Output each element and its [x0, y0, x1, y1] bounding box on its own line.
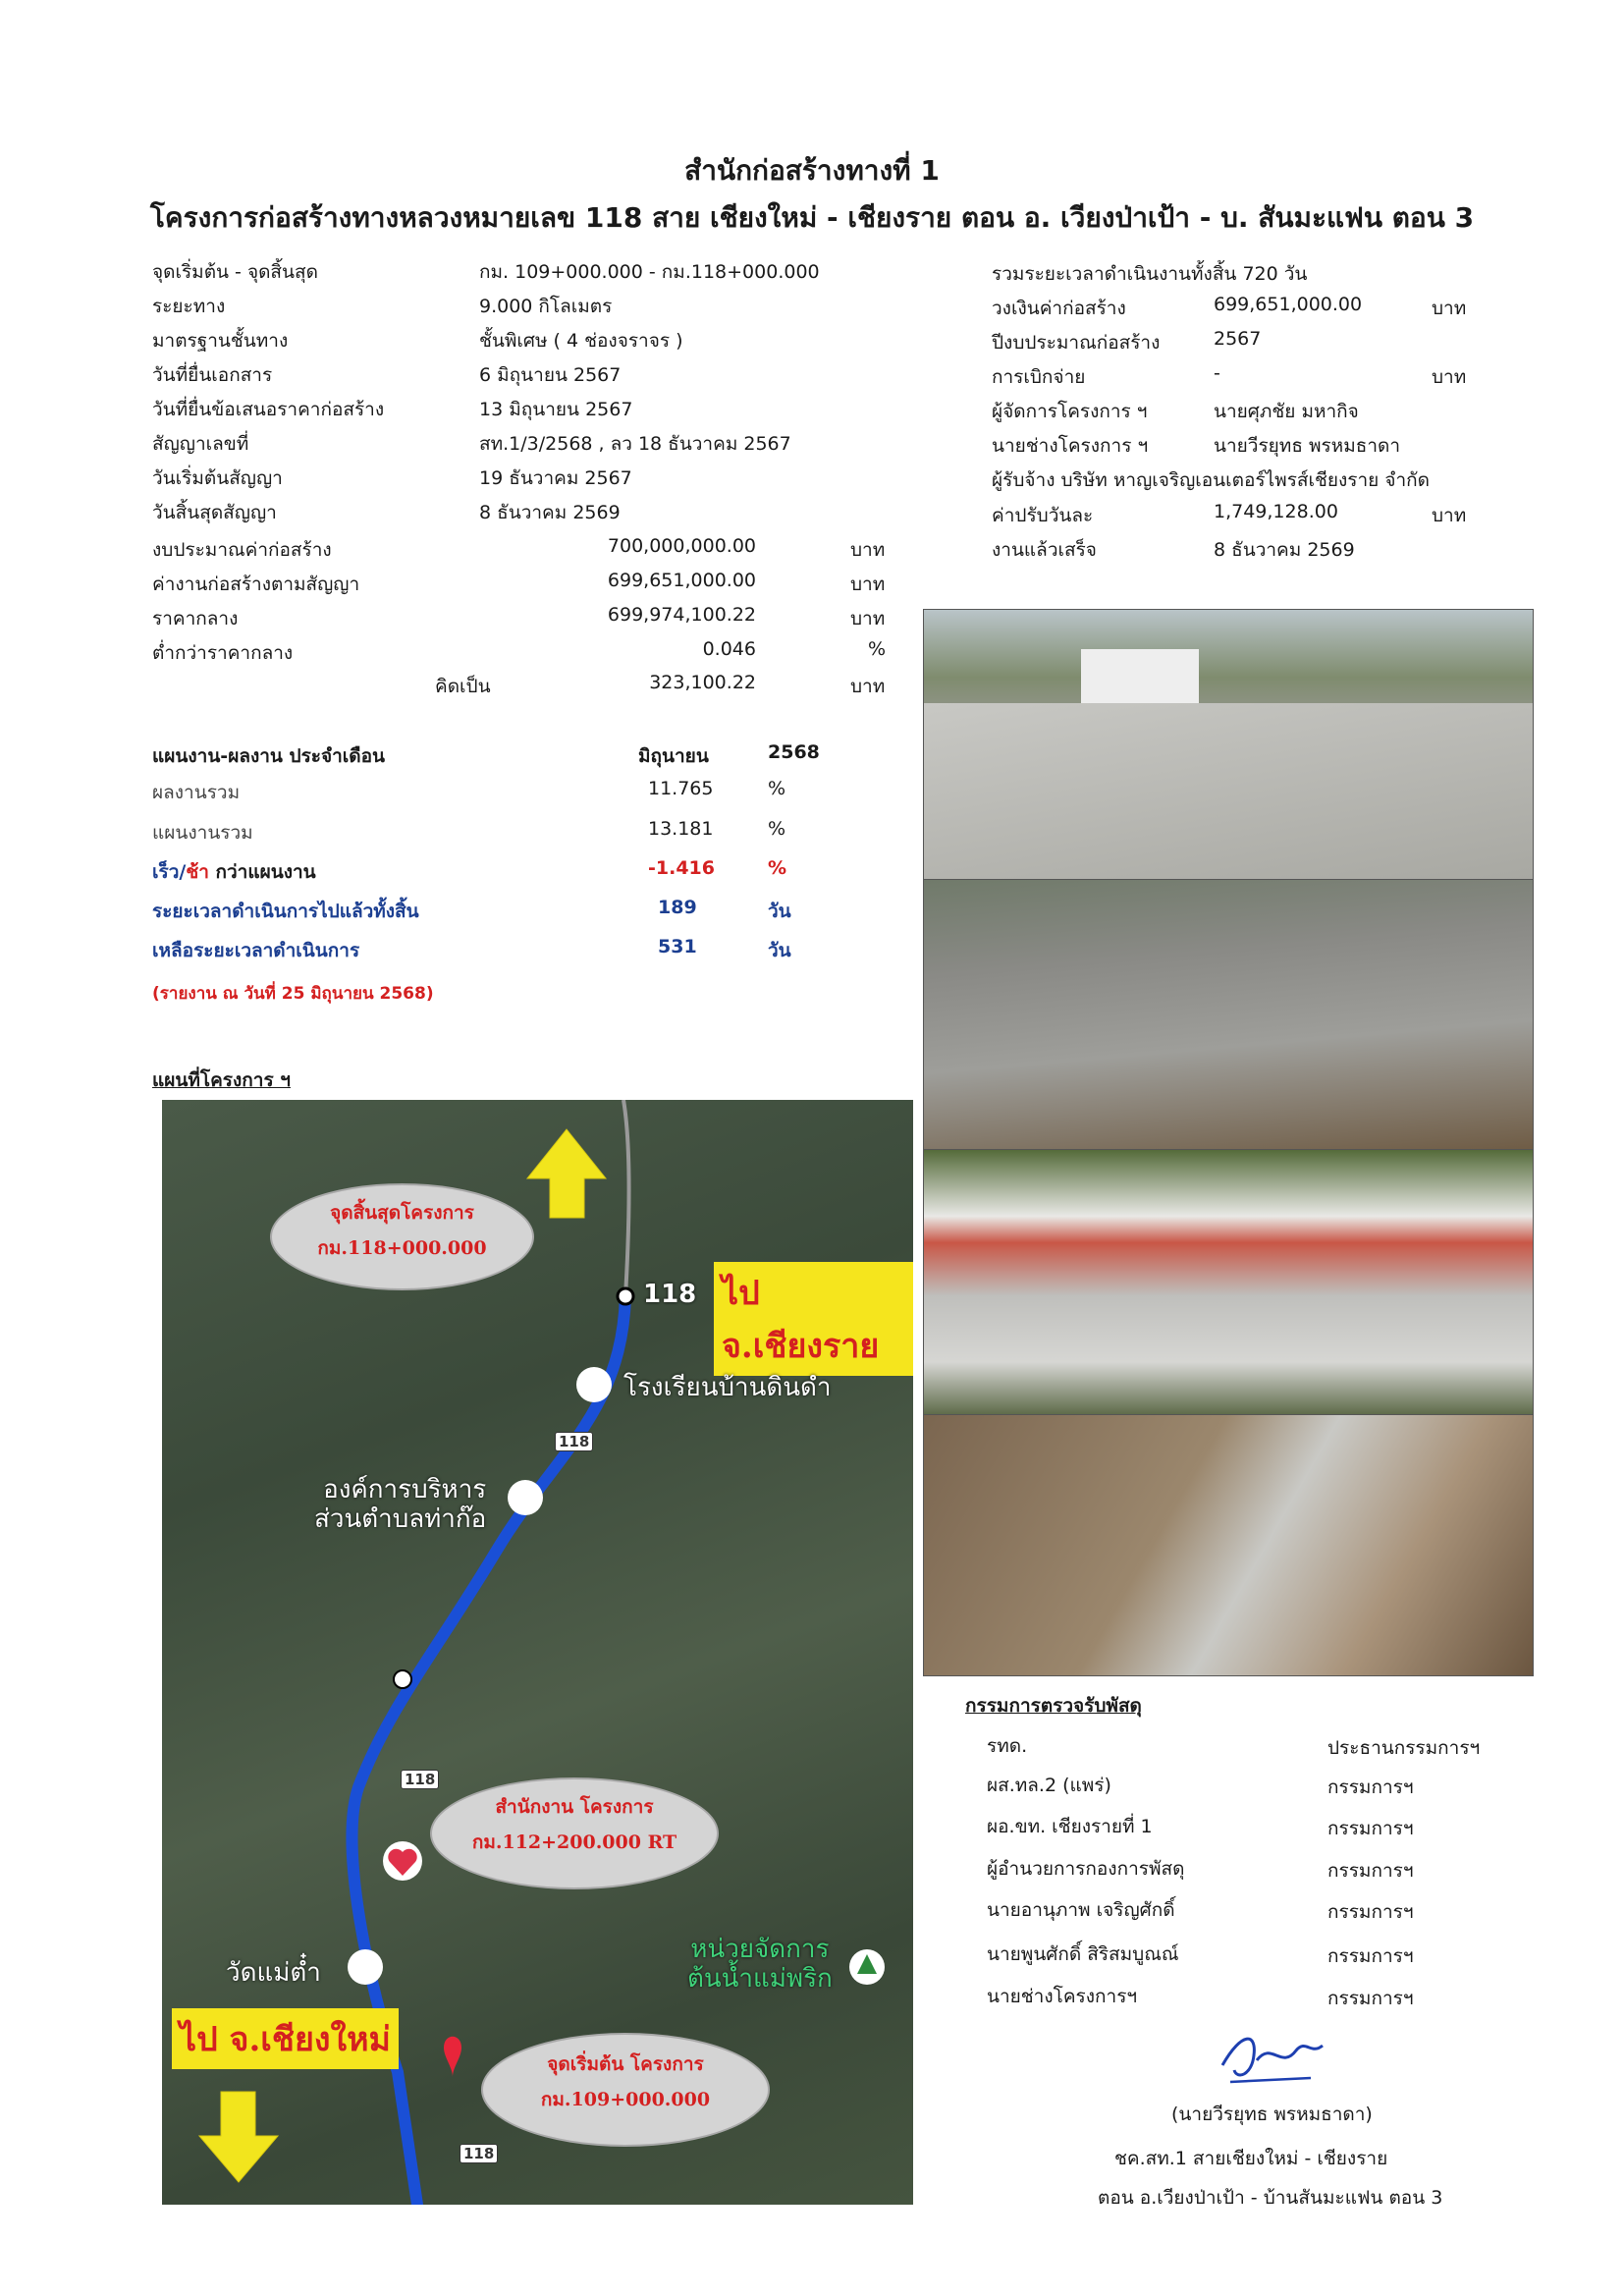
actual-unit: % — [768, 778, 786, 799]
remain-value: 531 — [658, 936, 697, 957]
start-point-bubble — [481, 2033, 770, 2147]
money-label: ราคากลาง — [152, 608, 239, 629]
right-label: การเบิกจ่าย — [992, 366, 1086, 388]
project-map — [162, 1100, 913, 2205]
right-value: 8 ธันวาคม 2569 — [1214, 539, 1355, 561]
office-km: กม.112+200.000 RT — [471, 1831, 677, 1853]
money-label: ต่ำกว่าราคากลาง — [152, 642, 294, 664]
to-chiangrai-label: ไป จ.เชียงราย — [714, 1262, 913, 1376]
photo-pipe-trench — [923, 1414, 1534, 1676]
forest-label-line1: หน่วยจัดการ — [690, 1935, 830, 1964]
right-label: ผู้จัดการโครงการ ฯ — [992, 401, 1148, 422]
start-point-km: กม.109+000.000 — [540, 2089, 711, 2110]
committee-name: ผู้อำนวยการกองการพัสดุ — [987, 1858, 1185, 1880]
money-label: คิดเป็น — [435, 676, 491, 697]
diff-unit: % — [768, 857, 787, 879]
committee-name: รทด. — [987, 1735, 1028, 1757]
plan-value: 13.181 — [648, 818, 714, 840]
right-label: ปีงบประมาณก่อสร้าง — [992, 332, 1161, 354]
right-value: นายศุภชัย มหากิจ — [1214, 401, 1359, 422]
info-value: 9.000 กิโลเมตร — [479, 296, 613, 317]
temple-label: วัดแม่ต๋ำ — [226, 1958, 321, 1988]
project-title: โครงการก่อสร้างทางหลวงหมายเลข 118 สาย เชียงใหม่ - เชียงราย ตอน อ. เวียงป่าเป้า - บ. สันมะแฟน ตอน 3 — [149, 201, 1475, 234]
info-value: กม. 109+000.000 - กม.118+000.000 — [479, 261, 820, 283]
right-label: นายช่างโครงการ ฯ — [992, 435, 1149, 457]
actual-value: 11.765 — [648, 778, 714, 799]
office-bubble — [430, 1777, 719, 1889]
plan-label: แผนงานรวม — [152, 822, 253, 844]
temple-icon — [348, 1949, 383, 1985]
money-label: ค่างานก่อสร้างตามสัญญา — [152, 574, 360, 595]
route-label-top: 118 — [643, 1280, 697, 1309]
info-label: มาตรฐานชั้นทาง — [152, 330, 289, 352]
money-unit: บาท — [850, 676, 886, 697]
committee-name: นายอานุภาพ เจริญศักดิ์ — [987, 1899, 1175, 1921]
duration-label: รวมระยะเวลาดำเนินงานทั้งสิ้น 720 วัน — [992, 263, 1308, 285]
right-value: 1,749,128.00 — [1214, 501, 1338, 522]
info-value: สท.1/3/2568 , ลว 18 ธันวาคม 2567 — [479, 433, 791, 455]
sao-label — [314, 1475, 486, 1534]
info-value: ชั้นพิเศษ ( 4 ช่องจราจร ) — [479, 330, 683, 352]
signature-icon — [1213, 2021, 1330, 2090]
info-label: วันที่ยื่นข้อเสนอราคาก่อสร้าง — [152, 399, 385, 420]
route-shield: 118 — [555, 1432, 593, 1451]
info-label: วันที่ยื่นเอกสาร — [152, 364, 273, 386]
committee-role: กรรมการฯ — [1327, 1860, 1414, 1882]
progress-month: มิถุนายน — [638, 745, 709, 767]
route-shield: 118 — [460, 2144, 498, 2163]
photo-concrete-pour — [923, 879, 1534, 1151]
end-marker-icon — [618, 1288, 633, 1304]
start-point-title: จุดเริ่มต้น โครงการ — [547, 2053, 704, 2075]
signer-name: (นายวีรยุทธ พรหมธาดา) — [1171, 2104, 1373, 2125]
end-point-km: กม.118+000.000 — [317, 1237, 487, 1259]
contractor-label: ผู้รับจ้าง บริษัท หาญเจริญเอนเตอร์ไพรส์เชียงราย จำกัด — [992, 469, 1430, 491]
elapsed-label: ระยะเวลาดำเนินการไปแล้วทั้งสิ้น — [152, 901, 419, 922]
committee-name: ผส.ทล.2 (แพร่) — [987, 1775, 1111, 1796]
right-value: 699,651,000.00 — [1214, 294, 1363, 315]
money-label: งบประมาณค่าก่อสร้าง — [152, 539, 332, 561]
committee-name: ผอ.ขท. เชียงรายที่ 1 — [987, 1816, 1153, 1837]
right-value: - — [1214, 362, 1220, 384]
end-point-title: จุดสิ้นสุดโครงการ — [330, 1202, 474, 1224]
route-shield: 118 — [401, 1770, 439, 1789]
map-heading: แผนที่โครงการ ฯ — [152, 1069, 291, 1091]
committee-role: กรรมการฯ — [1327, 1777, 1414, 1798]
right-label: งานแล้วเสร็จ — [992, 539, 1097, 561]
diff-value: -1.416 — [648, 857, 715, 879]
info-value: 19 ธันวาคม 2567 — [479, 467, 632, 489]
right-value: นายวีรยุทธ พรหมธาดา — [1214, 435, 1401, 457]
info-label: ระยะทาง — [152, 296, 226, 317]
committee-name: นายพูนศักดิ์ สิริสมบูณณ์ — [987, 1943, 1179, 1965]
elapsed-unit: วัน — [768, 901, 791, 922]
progress-year: 2568 — [768, 741, 820, 763]
sao-label-line1: องค์การบริหาร — [323, 1475, 487, 1504]
signer-line2: ตอน อ.เวียงป่าเป้า - บ้านสันมะแฟน ตอน 3 — [1098, 2187, 1443, 2209]
forest-label — [687, 1935, 833, 1994]
photo-building — [1081, 649, 1199, 708]
photo-slab-surface — [924, 703, 1533, 880]
right-unit: บาท — [1432, 366, 1467, 388]
plan-unit: % — [768, 818, 786, 840]
to-chiangmai-label: ไป จ.เชียงใหม่ — [172, 2008, 399, 2069]
committee-role: กรรมการฯ — [1327, 1901, 1414, 1923]
sao-label-line2: ส่วนตำบลท่าก๊อ — [314, 1504, 487, 1534]
report-note: (รายงาน ณ วันที่ 25 มิถุนายน 2568) — [152, 984, 434, 1004]
info-value: 6 มิถุนายน 2567 — [479, 364, 622, 386]
remain-unit: วัน — [768, 940, 791, 961]
money-unit: บาท — [850, 608, 886, 629]
info-value: 13 มิถุนายน 2567 — [479, 399, 633, 420]
committee-role: กรรมการฯ — [1327, 1818, 1414, 1839]
info-label: จุดเริ่มต้น - จุดสิ้นสุด — [152, 261, 318, 283]
right-unit: บาท — [1432, 505, 1467, 526]
office-title: สำนักก่อสร้างทางที่ 1 — [684, 154, 940, 187]
end-point-bubble — [270, 1183, 534, 1290]
remain-label: เหลือระยะเวลาดำเนินการ — [152, 940, 360, 961]
money-value: 323,100.22 — [649, 672, 756, 693]
progress-title: แผนงาน-ผลงาน ประจำเดือน — [152, 745, 386, 767]
north-arrow-icon — [527, 1129, 606, 1218]
money-unit: % — [868, 638, 887, 660]
money-unit: บาท — [850, 574, 886, 595]
money-value: 700,000,000.00 — [607, 535, 756, 557]
info-label: วันเริ่มต้นสัญญา — [152, 467, 283, 489]
info-value: 8 ธันวาคม 2569 — [479, 502, 621, 523]
diff-label — [152, 857, 316, 887]
south-arrow-icon — [199, 2092, 278, 2182]
signer-line1: ชค.สท.1 สายเชียงใหม่ - เชียงราย — [1114, 2148, 1388, 2169]
poi-dot-icon — [394, 1670, 411, 1688]
money-value: 0.046 — [702, 638, 756, 660]
committee-role: กรรมการฯ — [1327, 1945, 1414, 1967]
school-icon — [576, 1367, 612, 1402]
committee-role: ประธานกรรมการฯ — [1327, 1737, 1481, 1759]
photo-pipe-row — [923, 1149, 1534, 1416]
office-title: สำนักงาน โครงการ — [495, 1796, 654, 1818]
forest-label-line2: ต้นน้ำแม่พริก — [687, 1964, 833, 1994]
committee-role: กรรมการฯ — [1327, 1988, 1414, 2009]
diff-label-fast: เร็ว/ — [152, 861, 187, 883]
money-unit: บาท — [850, 539, 886, 561]
photo-concrete-slab — [923, 609, 1534, 881]
start-pin-icon — [444, 2037, 461, 2077]
committee-title: กรรมการตรวจรับพัสดุ — [965, 1695, 1142, 1717]
sao-marker-icon — [508, 1480, 543, 1515]
diff-label-slow: ช้า — [186, 861, 209, 883]
right-value: 2567 — [1214, 328, 1262, 350]
committee-name: นายช่างโครงการฯ — [987, 1986, 1138, 2007]
right-label: วงเงินค่าก่อสร้าง — [992, 298, 1126, 319]
money-value: 699,651,000.00 — [607, 570, 756, 591]
money-value: 699,974,100.22 — [607, 604, 756, 626]
actual-label: ผลงานรวม — [152, 782, 241, 803]
right-unit: บาท — [1432, 298, 1467, 319]
school-label: โรงเรียนบ้านดินดำ — [623, 1373, 832, 1402]
info-label: วันสิ้นสุดสัญญา — [152, 502, 277, 523]
right-label: ค่าปรับวันละ — [992, 505, 1094, 526]
elapsed-value: 189 — [658, 897, 697, 918]
diff-label-rest: กว่าแผนงาน — [208, 861, 316, 883]
info-label: สัญญาเลขที่ — [152, 433, 249, 455]
